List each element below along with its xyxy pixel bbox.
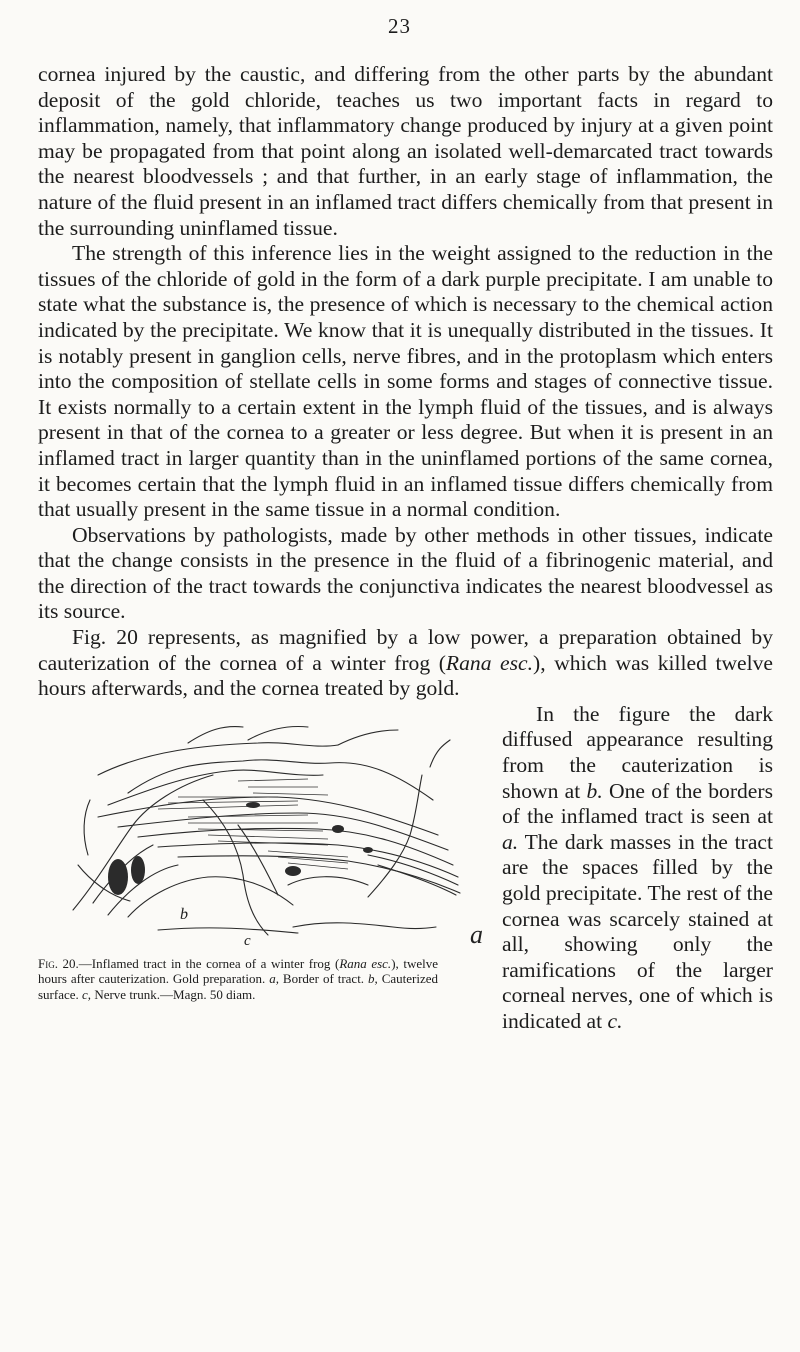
figure-label-a: a — [470, 919, 483, 949]
figure-caption-text-4: Cauterized surface. — [38, 971, 438, 1002]
figure-label-b: b — [180, 905, 188, 923]
figure-caption-text-1: —Inflamed tract in the cornea of a winter frog ( — [78, 955, 340, 971]
figure-caption-text-5: Nerve trunk.—Magn. 50 diam. — [91, 986, 256, 1002]
figure-label-c: c — [244, 932, 251, 949]
paragraph-5-part1: In the figure the dark diffused appearance resulting from the cauterization is shown at — [502, 701, 773, 803]
figure-caption-lead: Fig. 20. — [38, 955, 79, 971]
paragraph-5-part2: One of the borders of the inflamed tract is seen at — [502, 778, 773, 829]
paragraph-4-part2: ), which was killed twelve hours afterwards, and the cornea treated by gold. — [38, 650, 774, 701]
paragraph-2: The strength of this inference lies in the weight assigned to the reduction in the tissues of the chloride of gold in the form of a dark purple precipitate. I am unable to state what the substance is, the presence of which is necessary to the chemical action indicated by the precipitate. We know that it is unequally distributed in the tissues. It is notably present in ganglion cells, nerve fibres, and in the protoplasm which enters into the composition of stellate cells in some forms and stages of connective tissue. It exists normally to a certain extent in the lymph fluid of the tissues, and is always present in that of the cornea to a greater or less degree. But when it is present in an inflamed tract in larger quantity than in the uninflamed portions of the same cornea, it becomes certain that the lymph fluid in an inflamed tissue differs chemically from that usually present in the same tissue in a normal condition. — [38, 241, 773, 522]
ref-c: c. — [607, 1008, 623, 1033]
ref-a: a. — [502, 829, 519, 854]
paragraph-4-part1: Fig. 20 represents, as magnified by a low power, a preparation obtained by cauterization of the cornea of a winter frog ( — [38, 625, 773, 675]
page-number: 23 — [388, 14, 411, 38]
figure-caption-text-2: ), twelve hours after cauterization. Gold preparation. — [38, 955, 438, 987]
figure-20 — [38, 705, 490, 1027]
cornea-figure-illustration — [38, 705, 490, 950]
figure-caption-text-3: Border of tract. — [278, 971, 368, 987]
ref-b: b. — [586, 778, 603, 803]
paragraph-4 — [38, 625, 773, 702]
figure-caption — [38, 956, 438, 1003]
figure-caption-ref-c: c, — [82, 986, 92, 1002]
figure-caption-ref-b: b, — [368, 971, 378, 987]
species-name: Rana esc. — [445, 650, 534, 675]
figure-caption-species: Rana esc. — [339, 955, 392, 971]
paragraph-1: cornea injured by the caustic, and differing from the other parts by the abundant deposit of the gold chloride, teaches us two important facts in regard to inflammation, namely, that inflammatory change produced by injury at a given point may be propagated from that point along an isolated well-demarcated tract towards the nearest bloodvessels ; and that further, in an early stage of inflammation, the nature of the fluid present in an inflamed tract differs chemically from that present in the surrounding uninflamed tissue. — [38, 62, 773, 240]
paragraph-5-part3: The dark masses in the tract are the spaces filled by the gold precipitate. The rest of the cornea was scarcely stained at all, showing only the ramifications of the larger corneal nerves, one of which is indicated at — [502, 829, 773, 1033]
body-text — [38, 62, 773, 1035]
figure-caption-ref-a: a, — [269, 971, 279, 987]
paragraph-3: Observations by pathologists, made by other methods in other tissues, indicate that the change consists in the presence in the fluid of a fibrinogenic material, and the direction of the tract towards the conjunctiva indicates the nearest bloodvessel as its source. — [38, 522, 773, 624]
